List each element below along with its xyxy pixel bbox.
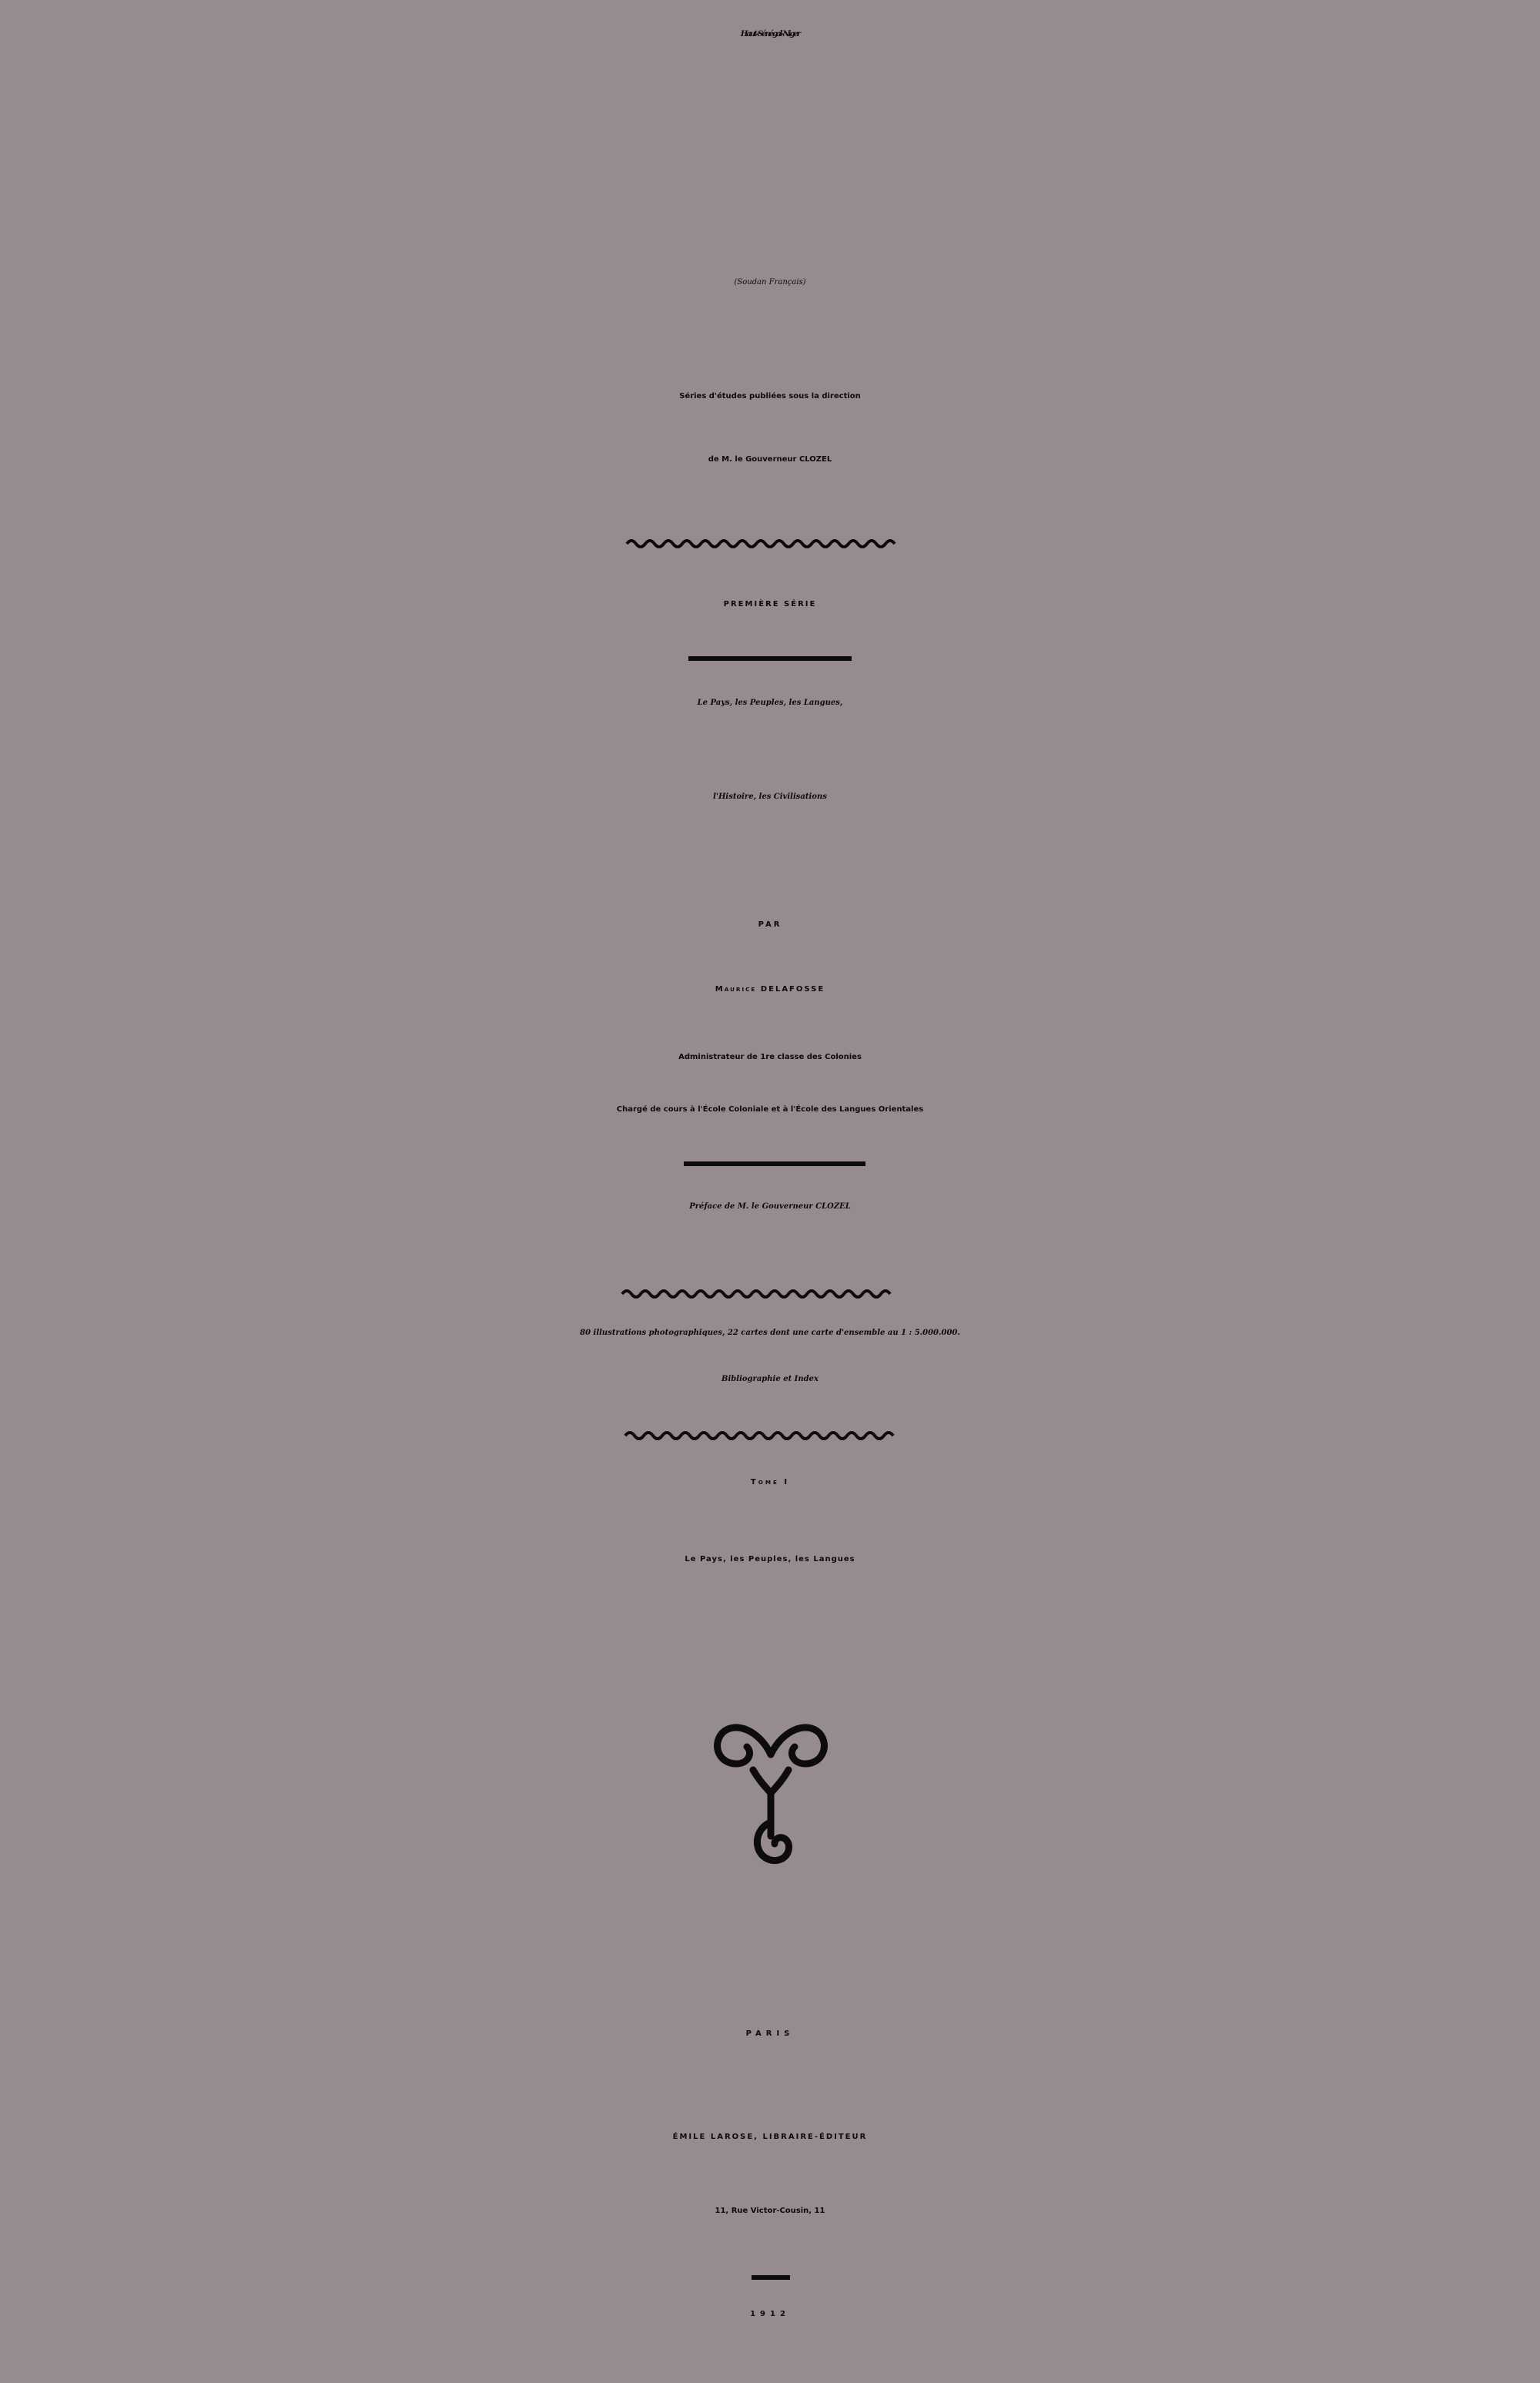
publication-place: PARIS bbox=[745, 2029, 795, 2038]
volume-title-line-2: l'Histoire, les Civilisations bbox=[713, 793, 827, 801]
credentials-line-2: Chargé de cours à l'École Coloniale et à l'École des Langues Orientales bbox=[616, 1105, 924, 1114]
author-name bbox=[0, 986, 1540, 994]
author-last-name: DELAFOSSE bbox=[760, 985, 825, 994]
tome-label bbox=[0, 1479, 1540, 1486]
by-label: PAR bbox=[758, 920, 782, 929]
series-name: PREMIÈRE SÉRIE bbox=[723, 600, 817, 608]
bibliography-note: Bibliographie et Index bbox=[721, 1375, 819, 1383]
series-direction-line-2: de M. le Gouverneur CLOZEL bbox=[708, 455, 832, 464]
rule-3 bbox=[752, 2275, 790, 2280]
tome-rest: OME bbox=[758, 1479, 779, 1486]
publication-year: 1912 bbox=[750, 2310, 790, 2318]
rule-2 bbox=[684, 1161, 865, 1166]
tome-title: Le Pays, les Peuples, les Langues bbox=[685, 1555, 855, 1564]
series-direction-line-1: Séries d'études publiées sous la direction bbox=[679, 392, 861, 401]
credentials-line-1: Administrateur de 1re classe des Colonies bbox=[678, 1053, 862, 1061]
author-initial: M bbox=[715, 985, 725, 994]
illustrations-note: 80 illustrations photographiques, 22 cartes dont une carte d'ensemble au 1 : 5.000.000. bbox=[580, 1329, 960, 1337]
publisher-name: ÉMILE LAROSE, LIBRAIRE-ÉDITEUR bbox=[672, 2133, 868, 2141]
book-title: Haut-Sénégal-Niger bbox=[740, 30, 800, 39]
volume-title-line-1: Le Pays, les Peuples, les Langues, bbox=[697, 699, 843, 707]
wavy-rule-2 bbox=[621, 1285, 895, 1303]
book-subtitle: (Soudan Français) bbox=[734, 278, 806, 287]
wavy-rule-1 bbox=[625, 535, 899, 553]
wavy-rule-3 bbox=[624, 1426, 898, 1445]
rule-1 bbox=[688, 656, 852, 661]
author-first-rest: AURICE bbox=[724, 986, 757, 993]
publisher-address: 11, Rue Victor-Cousin, 11 bbox=[715, 2207, 825, 2215]
fleuron-ornament-icon bbox=[705, 1707, 836, 1876]
tome-number: I bbox=[784, 1478, 790, 1486]
tome-initial: T bbox=[750, 1478, 758, 1486]
preface-line: Préface de M. le Gouverneur CLOZEL bbox=[689, 1202, 851, 1211]
